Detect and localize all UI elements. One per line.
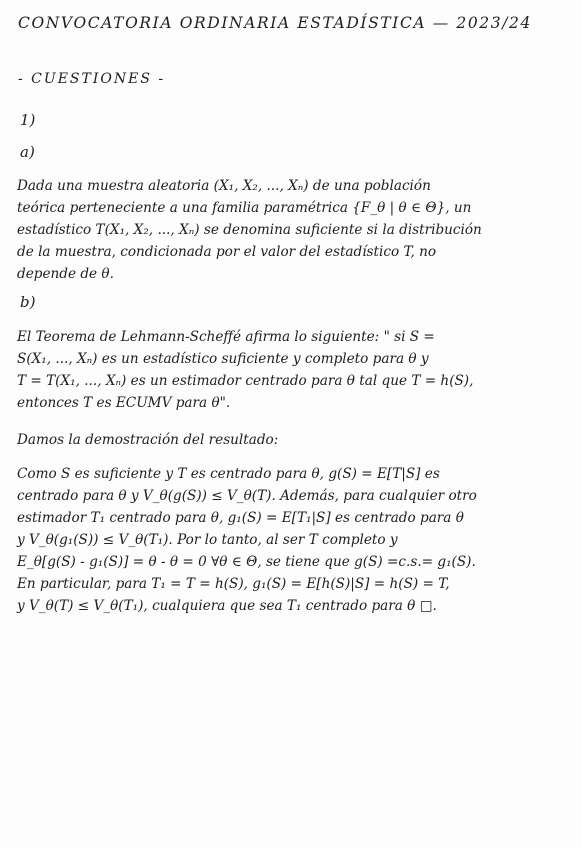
part-b-label: b) — [20, 293, 36, 311]
part-a-label: a) — [20, 143, 35, 161]
proof-intro: Damos la demostración del resultado: — [17, 432, 279, 448]
page-title: CONVOCATORIA ORDINARIA ESTADÍSTICA — 2023/24 — [18, 14, 532, 32]
part-a-answer: Dada una muestra aleatoria (X₁, X₂, ..., Xₙ) de una población teórica perteneciente a una familia paramétrica {F_θ | θ ∈ Θ}, un estadístico T(X₁, X₂, ..., Xₙ) se denomina suficiente si la distribución de la muestra, condicionada por el valor del estadístico T, no depende de θ. — [17, 178, 482, 282]
proof-text: Como S es suficiente y T es centrado para θ, g(S) = E[T|S] es centrado para θ y V_θ(g(S)) ≤ V_θ(T). Además, para cualquier otro estimador T₁ centrado para θ, g₁(S) = E[T₁|S] es centrado para θ y V_θ(g₁(S)) ≤ V_θ(T₁). Por lo tanto, al ser T completo y E_θ[g(S) - g₁(S)] = θ - θ = 0 ∀θ ∈ Θ, se tiene que g(S) =c.s.= g₁(S). En particular, para T₁ = T = h(S), g₁(S) = E[h(S)|S] = h(S) = T, y V_θ(T) ≤ V_θ(T₁), cualquiera que sea T₁ centrado para θ □. — [17, 466, 477, 614]
section-heading: - CUESTIONES - — [18, 71, 166, 87]
question-number: 1) — [20, 111, 36, 129]
theorem-statement: El Teorema de Lehmann-Scheffé afirma lo siguiente: " si S = S(X₁, ..., Xₙ) es un estadístico suficiente y completo para θ y T = T(X₁, ..., Xₙ) es un estimador centrado para θ tal que T = h(S), entonces T es ECUMV para θ". — [17, 329, 474, 411]
